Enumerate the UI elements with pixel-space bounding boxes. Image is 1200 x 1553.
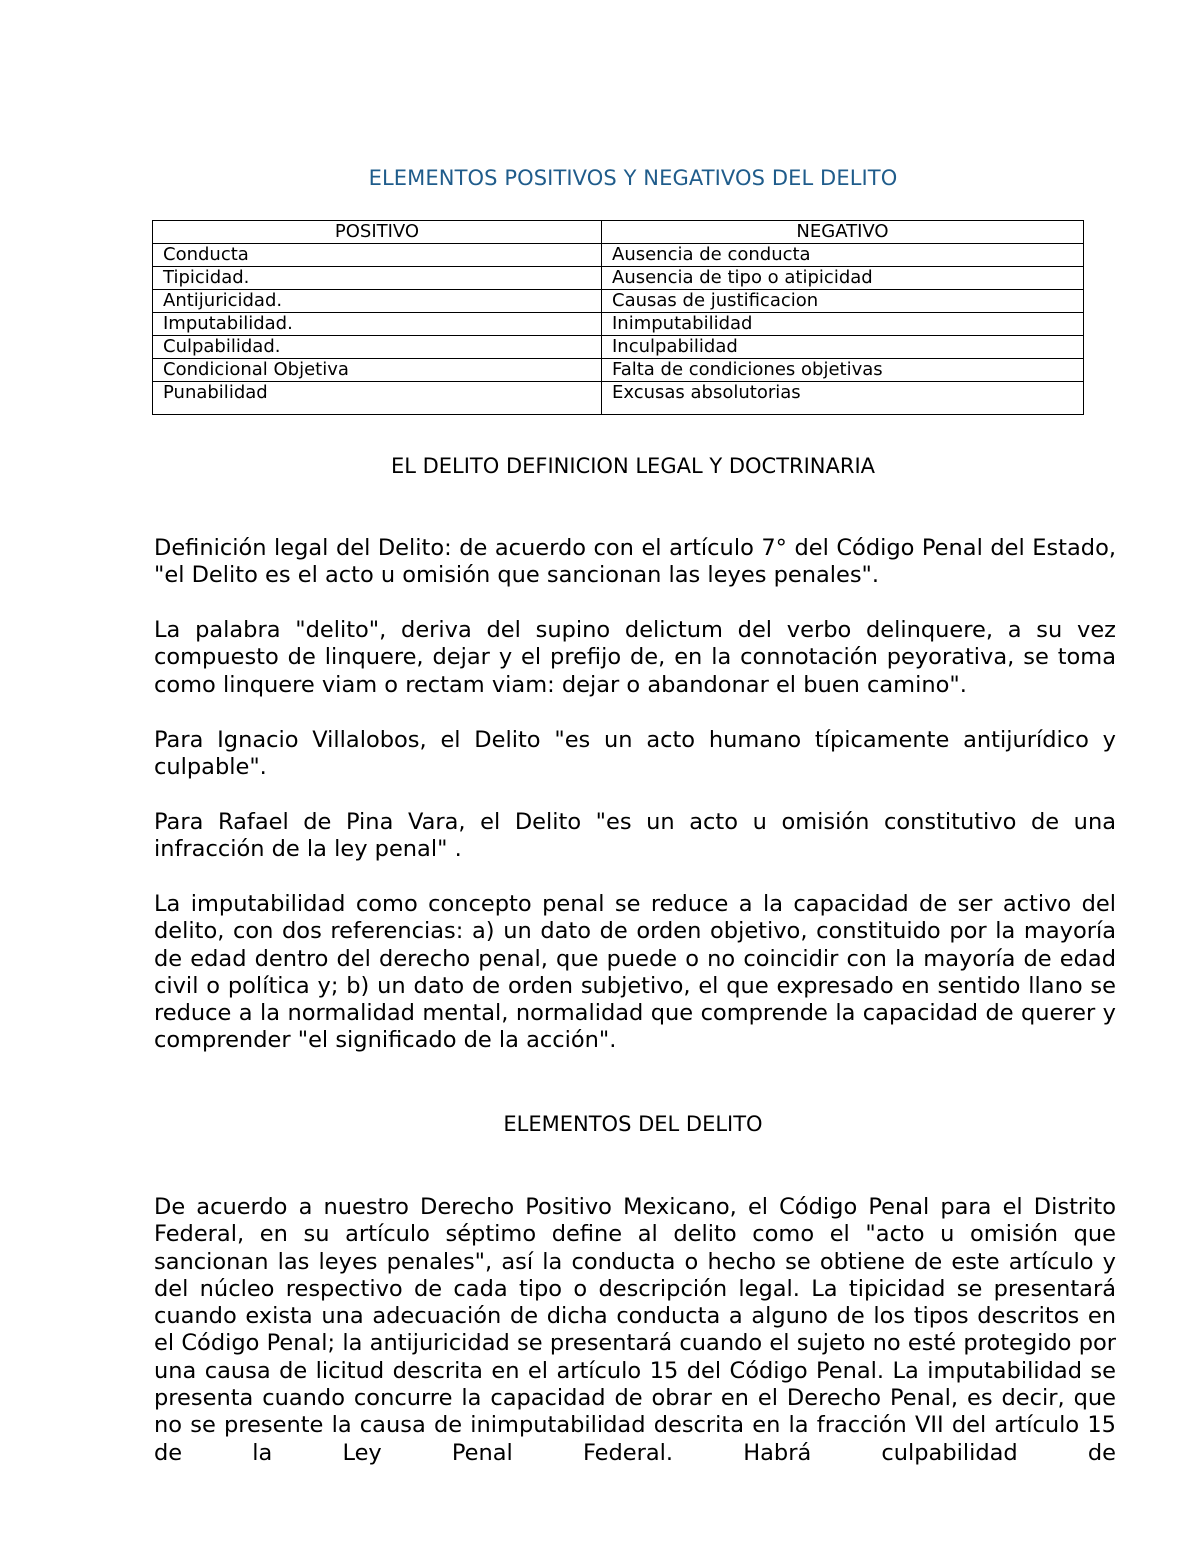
positive-cell: Tipicidad.	[153, 267, 602, 290]
negative-cell: Inimputabilidad	[602, 313, 1084, 336]
positive-cell: Antijuricidad.	[153, 290, 602, 313]
positive-cell: Conducta	[153, 244, 602, 267]
paragraph-derecho-positivo: De acuerdo a nuestro Derecho Positivo Mexicano, el Código Penal para el Distrito Federal, en su artículo séptimo define al delito como el "acto u omisión que sancionan las leyes penales", así la conducta o hecho se obtiene de este artículo y del núcleo respectivo de cada tipo o descripción legal. La tipicidad se presentará cuando exista una adecuación de dicha conducta a alguno de los tipos descritos en el Código Penal; la antijuricidad se presentará cuando el sujeto no esté protegido por una causa de licitud descrita en el artículo 15 del Código Penal. La imputabilidad se presenta cuando concurre la capacidad de obrar en el Derecho Penal, es decir, que no se presente la causa de inimputabilidad descrita en la fracción VII del artículo 15 de la Ley Penal Federal. Habrá culpabilidad de	[154, 1194, 1116, 1466]
negative-cell: Ausencia de conducta	[602, 244, 1084, 267]
table-header-row	[153, 221, 1084, 244]
section-heading-definicion: EL DELITO DEFINICION LEGAL Y DOCTRINARIA	[390, 454, 876, 478]
document-title: ELEMENTOS POSITIVOS Y NEGATIVOS DEL DELITO	[368, 166, 898, 190]
column-header-negative: NEGATIVO	[602, 221, 1084, 244]
positive-cell: Condicional Objetiva	[153, 359, 602, 382]
table-row	[153, 382, 1084, 415]
column-header-positive: POSITIVO	[153, 221, 602, 244]
negative-cell: Inculpabilidad	[602, 336, 1084, 359]
paragraph-imputabilidad: La imputabilidad como concepto penal se reduce a la capacidad de ser activo del delito, con dos referencias: a) un dato de orden objetivo, constituido por la mayoría de edad dentro del derecho penal, que puede o no coincidir con la mayoría de edad civil o política y; b) un dato de orden subjetivo, el que expresado en sentido llano se reduce a la normalidad mental, normalidad que comprende la capacidad de querer y comprender "el significado de la acción".	[154, 891, 1116, 1054]
paragraph-etimologia: La palabra "delito", deriva del supino delictum del verbo delinquere, a su vez compuesto de linquere, dejar y el prefijo de, en la connotación peyorativa, se toma como linquere viam o rectam viam: dejar o abandonar el buen camino".	[154, 617, 1116, 698]
section-heading-elementos: ELEMENTOS DEL DELITO	[503, 1112, 763, 1136]
positive-cell: Punabilidad	[153, 382, 602, 415]
positive-cell: Imputabilidad.	[153, 313, 602, 336]
elements-table	[152, 220, 1084, 415]
paragraph-de-pina-vara: Para Rafael de Pina Vara, el Delito "es un acto u omisión constitutivo de una infracción de la ley penal" .	[154, 809, 1116, 863]
table-row	[153, 359, 1084, 382]
table-row	[153, 267, 1084, 290]
table-row	[153, 290, 1084, 313]
paragraph-villalobos: Para Ignacio Villalobos, el Delito "es un acto humano típicamente antijurídico y culpable".	[154, 727, 1116, 781]
negative-cell: Ausencia de tipo o atipicidad	[602, 267, 1084, 290]
negative-cell: Excusas absolutorias	[602, 382, 1084, 415]
paragraph-definicion-legal: Definición legal del Delito: de acuerdo con el artículo 7° del Código Penal del Estado, "el Delito es el acto u omisión que sancionan las leyes penales".	[154, 535, 1116, 589]
negative-cell: Falta de condiciones objetivas	[602, 359, 1084, 382]
table-row	[153, 313, 1084, 336]
negative-cell: Causas de justificacion	[602, 290, 1084, 313]
table-row	[153, 244, 1084, 267]
positive-cell: Culpabilidad.	[153, 336, 602, 359]
table-row	[153, 336, 1084, 359]
